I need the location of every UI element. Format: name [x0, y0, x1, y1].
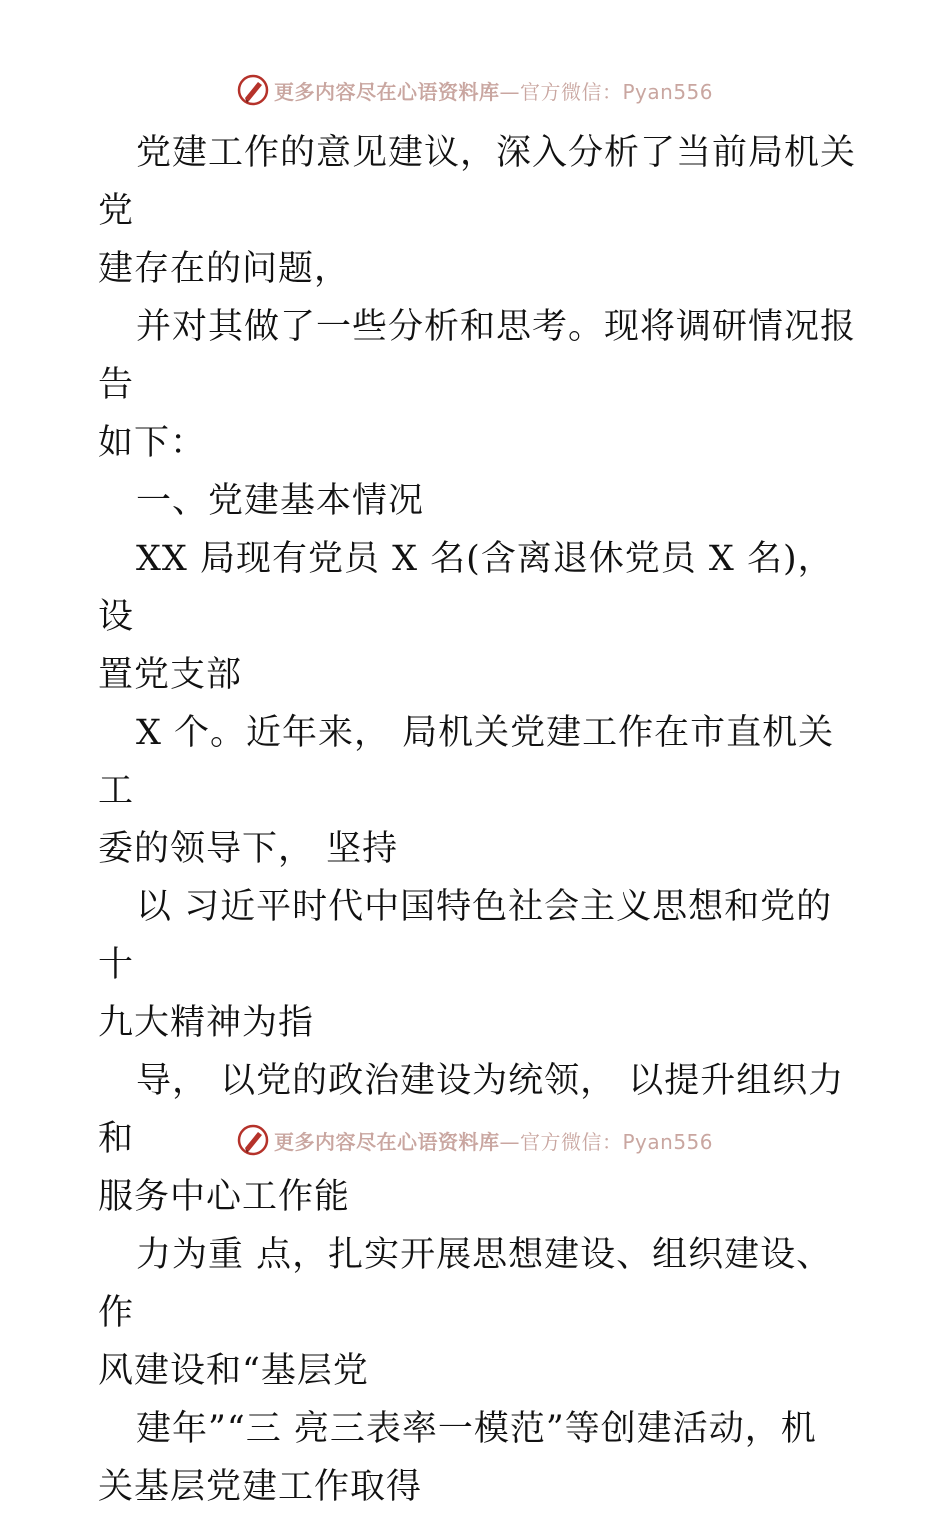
text-line: 服务中心工作能	[98, 1177, 351, 1217]
document-body	[98, 124, 858, 1516]
text-line: 导， 以党的政治建设为统领， 以提升组织力和	[98, 1061, 845, 1159]
paragraph	[98, 530, 858, 704]
text-line: 党建工作的意见建议，深入分析了当前局机关党	[98, 133, 857, 231]
text-line: 力为重 点，扎实开展思想建设、组织建设、作	[98, 1235, 833, 1333]
text-line: 以 习近平时代中国特色社会主义思想和党的十	[98, 887, 833, 985]
watermark-sub-text: —官方微信：Pyan556	[499, 79, 714, 104]
text-line: 风建设和“基层党	[98, 1351, 369, 1391]
paragraph	[98, 124, 858, 298]
text-line: X 个。近年来， 局机关党建工作在市直机关工	[98, 713, 835, 811]
text-line: 置党支部	[98, 655, 243, 695]
watermark-sub-text: —官方微信：Pyan556	[499, 1129, 714, 1154]
pen-logo-icon	[236, 1123, 270, 1157]
watermark-header	[236, 72, 713, 108]
paragraph	[98, 298, 858, 472]
paragraph	[98, 1226, 858, 1400]
text-line: 并对其做了一些分析和思考。现将调研情况报告	[98, 307, 857, 405]
text-line: 一、党建基本情况	[136, 481, 425, 521]
text-line: 建年”“三 亮三表率一模范”等创建活动，机	[136, 1409, 817, 1449]
pen-logo-icon	[236, 73, 270, 107]
text-line: 如下：	[98, 423, 207, 463]
paragraph	[98, 704, 858, 878]
text-line: 九大精神为指	[98, 1003, 315, 1043]
text-line: 委的领导下， 坚持	[98, 829, 399, 869]
text-line: 建存在的问题，	[98, 249, 351, 289]
watermark-main-text: 更多内容尽在心语资料库	[274, 79, 500, 104]
text-line: XX 局现有党员 X 名(含离退休党员 X 名)，设	[98, 539, 834, 637]
text-line: 关基层党建工作取得	[98, 1467, 423, 1507]
watermark-main-text: 更多内容尽在心语资料库	[274, 1129, 500, 1154]
paragraph	[98, 1400, 858, 1516]
watermark-footer	[236, 1122, 713, 1158]
section-heading	[98, 472, 858, 530]
paragraph	[98, 878, 858, 1052]
